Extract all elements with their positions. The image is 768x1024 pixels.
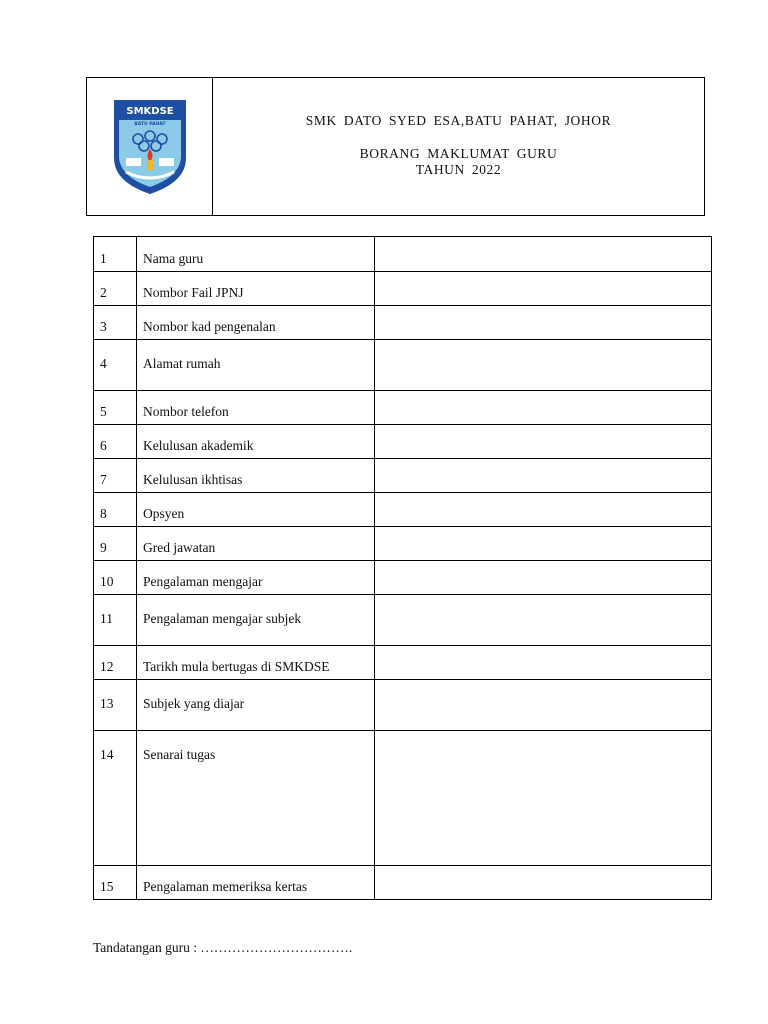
table-row [94,459,712,493]
row-label: Kelulusan akademik [136,425,374,459]
table-row [94,391,712,425]
exam-marking-field[interactable] [374,866,711,900]
signature-line [93,940,352,956]
logo-text: SMKDSE [125,105,174,117]
school-logo [112,98,188,196]
row-label: Tarikh mula bertugas di SMKDSE [136,646,374,680]
row-label: Alamat rumah [136,340,374,391]
table-row [94,272,712,306]
row-label: Pengalaman memeriksa kertas [136,866,374,900]
table-row [94,646,712,680]
table-row [94,527,712,561]
duties-field[interactable] [374,731,711,866]
row-number: 11 [94,595,137,646]
title-cell [213,78,704,215]
logo-cell [87,78,213,215]
academic-qualification-field[interactable] [374,425,711,459]
row-number: 5 [94,391,137,425]
row-number: 15 [94,866,137,900]
table-row [94,731,712,866]
address-field[interactable] [374,340,711,391]
option-field[interactable] [374,493,711,527]
row-label: Gred jawatan [136,527,374,561]
form-header [86,77,705,216]
row-number: 6 [94,425,137,459]
row-label: Senarai tugas [136,731,374,866]
grade-field[interactable] [374,527,711,561]
row-number: 4 [94,340,137,391]
table-row [94,680,712,731]
subject-experience-field[interactable] [374,595,711,646]
table-row [94,866,712,900]
table-row [94,237,712,272]
table-row [94,561,712,595]
teacher-info-table [93,236,712,900]
row-label: Nombor kad pengenalan [136,306,374,340]
signature-label: Tandatangan guru : [93,940,198,955]
row-number: 13 [94,680,137,731]
row-label: Opsyen [136,493,374,527]
name-field[interactable] [374,237,711,272]
subjects-taught-field[interactable] [374,680,711,731]
table-row [94,425,712,459]
start-date-field[interactable] [374,646,711,680]
row-label: Pengalaman mengajar [136,561,374,595]
row-label: Pengalaman mengajar subjek [136,595,374,646]
teaching-experience-field[interactable] [374,561,711,595]
professional-qualification-field[interactable] [374,459,711,493]
ic-number-field[interactable] [374,306,711,340]
row-number: 14 [94,731,137,866]
signature-dots[interactable]: ……………………………. [200,940,353,955]
school-name: SMK DATO SYED ESA,BATU PAHAT, JOHOR [305,113,612,128]
file-number-field[interactable] [374,272,711,306]
form-title: BORANG MAKLUMAT GURU [359,146,558,161]
row-label: Kelulusan ikhtisas [136,459,374,493]
row-label: Nombor telefon [136,391,374,425]
row-label: Nombor Fail JPNJ [136,272,374,306]
row-number: 12 [94,646,137,680]
row-label: Subjek yang diajar [136,680,374,731]
table-row [94,340,712,391]
form-year: TAHUN 2022 [415,162,502,177]
row-label: Nama guru [136,237,374,272]
row-number: 7 [94,459,137,493]
table-row [94,306,712,340]
table-row [94,493,712,527]
row-number: 10 [94,561,137,595]
table-row [94,595,712,646]
row-number: 8 [94,493,137,527]
logo-subtext: BATU PAHAT [133,121,166,127]
row-number: 3 [94,306,137,340]
row-number: 9 [94,527,137,561]
row-number: 1 [94,237,137,272]
phone-field[interactable] [374,391,711,425]
row-number: 2 [94,272,137,306]
